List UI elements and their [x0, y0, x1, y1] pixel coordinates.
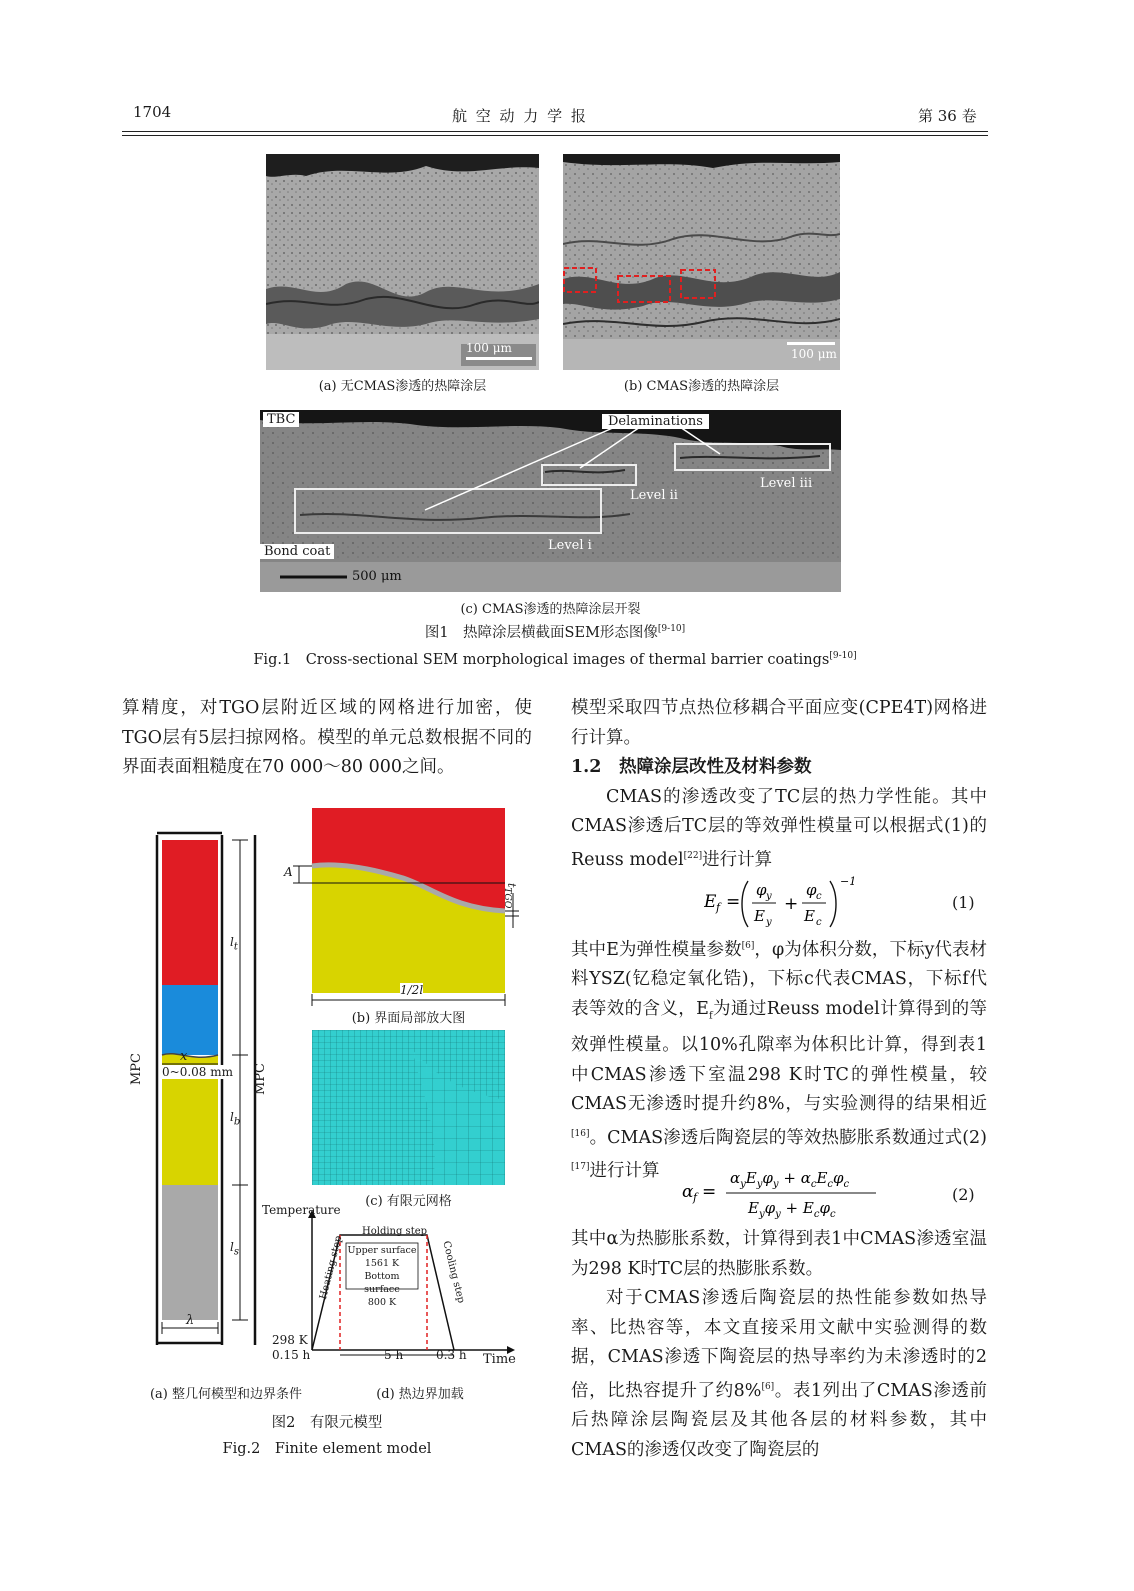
label-cooling-step: Cooling step: [440, 1240, 467, 1305]
section-heading: 1.2 热障涂层改性及材料参数: [571, 757, 812, 778]
left-paragraph: 算精度，对TGO层附近区域的网格进行加密，使TGO层有5层扫掠网格。模型的单元总数根据不同的界面表面粗糙度在70 000～80 000之间。: [122, 698, 532, 778]
label-holding-step: Holding step: [362, 1226, 428, 1237]
ls-label: $l_s$: [230, 1240, 239, 1258]
svg-text:E: E: [704, 892, 717, 912]
label-level-ii: Level ii: [630, 488, 678, 503]
axis-temperature: Temperature: [262, 1203, 341, 1217]
sem-image-c: [260, 410, 841, 592]
range-label: 0~0.08 mm: [162, 1065, 233, 1079]
svg-text:α: α: [682, 1182, 694, 1202]
svg-text:φ: φ: [756, 881, 767, 899]
svg-text:E: E: [804, 907, 815, 925]
lambda-label: λ: [186, 1313, 195, 1328]
fig1-caption-cn: 图1 热障涂层横截面SEM形态图像[9-10]: [424, 624, 686, 641]
right-column-lower: [571, 1225, 987, 1466]
label-heat-time: 0.15 h: [272, 1348, 311, 1362]
fig1-caption-a: (a) 无CMAS渗透的热障涂层: [318, 379, 487, 394]
journal-title: 航 空 动 力 学 报: [452, 107, 588, 125]
paragraph-expansion: 其中α为热膨胀系数，计算得到表1中CMAS渗透室温为298 K时TC层的热膨胀系数。: [571, 1229, 987, 1279]
page-number: 1704: [133, 103, 172, 121]
svg-text:=: =: [702, 1182, 717, 1202]
label-t-tgo: $t_{TGO}$: [501, 883, 518, 909]
fig2-caption-en: Fig.2 Finite element model: [222, 1441, 432, 1457]
sem-image-a: [266, 154, 539, 370]
scale-bar-b: 100 μm: [791, 347, 837, 361]
label-heating-step: Heating step: [318, 1234, 345, 1301]
fig2-panel-b-interface: [283, 808, 523, 1008]
sem-image-b: [563, 154, 840, 370]
svg-text:Eyφy + Ecφc: $E_y\varphi_y + E_c\varphi_c$: [748, 1199, 836, 1220]
equation-2: [682, 1165, 882, 1226]
fig2-panel-c-mesh: [312, 1030, 505, 1185]
header-rule-top: [122, 131, 988, 132]
fig2-caption-cn: 图2 有限元模型: [271, 1415, 383, 1431]
svg-text:+: +: [784, 894, 799, 914]
label-cool-time: 0.3 h: [436, 1348, 467, 1362]
svg-text:y: y: [766, 917, 772, 928]
svg-text:φ: φ: [806, 881, 817, 899]
svg-text:c: c: [816, 917, 822, 928]
surface-temps: Upper surface 1561 K Bottom surface 800 K: [347, 1245, 417, 1308]
scale-line-b: [787, 342, 835, 345]
fig1-caption-b: (b) CMAS渗透的热障涂层: [623, 379, 780, 394]
svg-text:f: f: [693, 1191, 698, 1204]
label-298k: 298 K: [272, 1333, 308, 1347]
label-tbc: TBC: [263, 412, 299, 427]
label-A: A: [284, 865, 293, 879]
axis-time: Time: [483, 1352, 516, 1367]
fig1-caption-c: (c) CMAS渗透的热障涂层开裂: [460, 602, 641, 617]
svg-text:f: f: [716, 901, 721, 914]
equation-2-number: (2): [952, 1185, 975, 1204]
svg-text:−1: −1: [840, 875, 857, 888]
fig2-caption-b: (b) 界面局部放大图: [351, 1011, 466, 1026]
volume-label: 第 36 卷: [918, 107, 977, 125]
fig2-caption-c: (c) 有限元网格: [365, 1194, 452, 1209]
svg-text:αyEyφy + αcEcφc: $\alpha_yE_y\varphi_y + \alpha_cE_c\varphi_c$: [730, 1169, 850, 1190]
paragraph-modulus: 其中E为弹性模量参数[6]，φ为体积分数，下标y代表材料YSZ(钇稳定氧化锆)，下标c代表CMAS，下标f代表等效的含义，$E_f$为通过Reuss model计算得到的等效弹性模量。以10%孔隙率为体积比计算，得到表1中CMAS渗透下室温298 K时TC的弹性模量，较CMAS无渗透时提升约8%，与实验测得的结果相近[16]。CMAS渗透后陶瓷层的等效热膨胀系数通过式(2)[17]进行计算: [571, 939, 987, 1182]
label-level-iii: Level iii: [760, 476, 813, 491]
paragraph-reuss: CMAS的渗透改变了TC层的热力学性能。其中CMAS渗透后TC层的等效弹性模量可以根据式(1)的Reuss model[22]进行计算: [571, 786, 987, 870]
scale-bar-c: 500 μm: [352, 569, 402, 584]
label-delaminations: Delaminations: [602, 414, 709, 429]
svg-text:c: c: [816, 891, 822, 902]
equation-1: [704, 873, 864, 938]
fig2-caption-a: (a) 整几何模型和边界条件: [149, 1387, 303, 1402]
mpc-label-right: MPC: [253, 1062, 268, 1095]
svg-text:=: =: [726, 892, 741, 912]
header-rule-bottom: [122, 135, 988, 136]
fig2-caption-d: (d) 热边界加载: [376, 1387, 464, 1402]
right-column: [571, 694, 987, 875]
label-hold-time: 5 h: [384, 1348, 404, 1362]
scale-bar-a: 100 μm: [466, 341, 512, 355]
x-label: x: [180, 1049, 188, 1064]
label-bond-coat: Bond coat: [260, 544, 334, 559]
label-level-i: Level i: [548, 538, 592, 553]
mpc-label-left: MPC: [129, 1052, 144, 1085]
lb-label: $l_b$: [230, 1110, 241, 1128]
svg-text:y: y: [766, 891, 772, 902]
svg-text:E: E: [754, 907, 765, 925]
lt-label: $l_t$: [230, 935, 238, 953]
equation-1-number: (1): [952, 893, 975, 912]
scale-line-a: [466, 357, 532, 360]
label-half-l: 1/2l: [400, 983, 424, 997]
fig1-caption-en: Fig.1 Cross-sectional SEM morphological images of thermal barrier coatings[9-10]: [253, 651, 857, 668]
paragraph-thermal: 对于CMAS渗透后陶瓷层的热性能参数如热导率、比热容等，本文直接采用文献中实验测得的数据，CMAS渗透下陶瓷层的热导率约为未渗透时的2倍，比热容提升了约8%[6]。表1列出了CMAS渗透前后热障涂层陶瓷层及其他各层的材料参数，其中CMAS的渗透仅改变了陶瓷层的: [571, 1288, 987, 1460]
paragraph-cpe4t: 模型采取四节点热位移耦合平面应变(CPE4T)网格进行计算。: [571, 698, 987, 748]
